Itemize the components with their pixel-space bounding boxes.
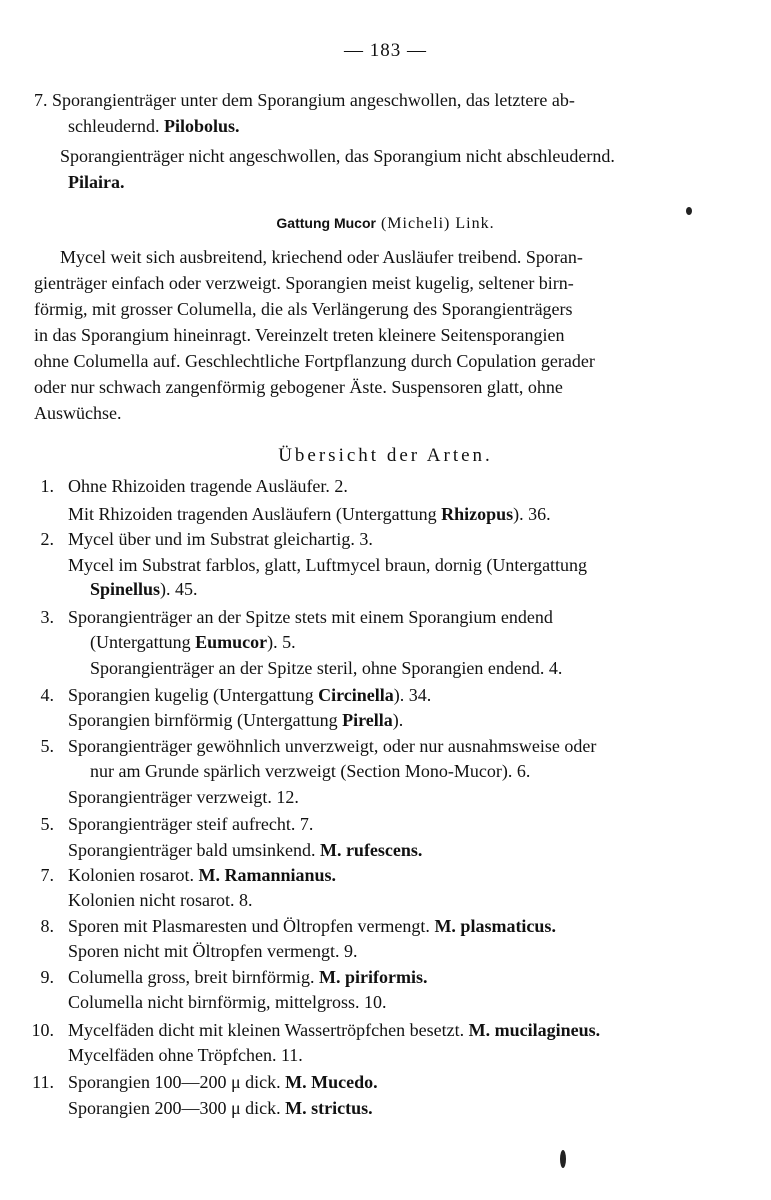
- key-lead: Mycel im Substrat farblos, glatt, Luftmycel braun, dornig (Untergattung: [68, 555, 588, 575]
- taxon-name: Eumucor: [195, 632, 268, 652]
- key-text: Sporangien birnförmig (Untergattung: [68, 710, 343, 730]
- couplet-number: 10.: [31, 1020, 54, 1040]
- description-line: ohne Columella auf. Geschlechtliche Fortpflanzung durch Copulation gerader: [34, 351, 595, 371]
- genus-title: [0, 215, 771, 233]
- couplet-number: 2.: [40, 529, 54, 549]
- key-lead: Sporangienträger verzweigt. 12.: [68, 787, 299, 807]
- description-line: förmig, mit grosser Columella, die als Verlängerung des Sporangienträgers: [34, 299, 573, 319]
- genus-authority: (Micheli) Link.: [375, 215, 495, 232]
- key-text: ). 36.: [513, 504, 551, 524]
- taxon-name: Circinella: [318, 685, 394, 705]
- key-lead: [68, 1070, 378, 1094]
- key-lead: Sporangienträger steif aufrecht. 7.: [68, 814, 314, 834]
- species-name: M. Mucedo.: [285, 1072, 378, 1092]
- key-line: 7. Sporangienträger unter dem Sporangium angeschwollen, das letztere ab-: [34, 90, 575, 110]
- taxon-name: Spinellus: [90, 579, 161, 599]
- couplet-number: 8.: [40, 916, 54, 936]
- key-text: Columella gross, breit birnförmig.: [68, 967, 319, 987]
- key-text: ).: [392, 710, 404, 730]
- key-text: schleudernd.: [68, 116, 164, 136]
- description-line: in das Sporangium hineinragt. Vereinzelt treten kleinere Seitensporangien: [34, 325, 565, 345]
- key-text: Sporangienträger bald umsinkend.: [68, 840, 320, 860]
- description-line: Mycel weit sich ausbreitend, kriechend oder Ausläufer treibend. Sporan-: [60, 247, 583, 267]
- key-line: [68, 114, 768, 138]
- key-text: Kolonien rosarot.: [68, 865, 199, 885]
- key-text: Mycelfäden dicht mit kleinen Wassertröpfchen besetzt.: [68, 1020, 469, 1040]
- key-lead: Ohne Rhizoiden tragende Ausläufer. 2.: [68, 476, 348, 496]
- couplet-number: 9.: [40, 967, 54, 987]
- couplet-number: 1.: [40, 476, 54, 496]
- key-text: Sporen mit Plasmaresten und Öltropfen vermengt.: [68, 916, 435, 936]
- key-lead: [68, 1018, 600, 1042]
- key-lead-continued: [90, 630, 296, 654]
- couplet-number: 3.: [40, 607, 54, 627]
- species-name: M. rufescens.: [319, 840, 423, 860]
- couplet-number: 11.: [32, 1072, 54, 1092]
- key-lead-continued: nur am Grunde spärlich verzweigt (Section Mono-Mucor). 6.: [90, 761, 531, 781]
- key-line: Sporangienträger nicht angeschwollen, das Sporangium nicht abschleudernd.: [60, 146, 615, 166]
- key-lead: Sporangienträger an der Spitze stets mit einem Sporangium endend: [68, 607, 553, 627]
- description-line: Auswüchse.: [34, 403, 122, 423]
- genus-prefix: Gattung Mucor: [276, 215, 376, 231]
- page-number: — 183 —: [344, 40, 427, 61]
- key-text: Sporangien 200—300 μ dick.: [68, 1098, 286, 1118]
- couplet-number: 5.: [40, 814, 54, 834]
- key-lead: Kolonien nicht rosarot. 8.: [68, 890, 253, 910]
- couplet-number: 5.: [40, 736, 54, 756]
- couplet-number: 7.: [40, 865, 54, 885]
- species-name: M. strictus.: [285, 1098, 373, 1118]
- key-lead: [68, 838, 422, 862]
- couplet-number: 4.: [40, 685, 54, 705]
- genus-name: Pilobolus.: [163, 116, 240, 136]
- description-line: oder nur schwach zangenförmig gebogener Äste. Suspensoren glatt, ohne: [34, 377, 563, 397]
- section-title: Übersicht der Arten.: [278, 445, 493, 466]
- genus-name: Pilaira.: [68, 172, 125, 192]
- taxon-name: Rhizopus: [441, 504, 514, 524]
- key-lead-continued: [90, 577, 198, 601]
- key-text: (Untergattung: [90, 632, 196, 652]
- ink-speck: [560, 1150, 566, 1168]
- key-lead: [68, 502, 551, 526]
- key-lead: Sporen nicht mit Öltropfen vermengt. 9.: [68, 941, 358, 961]
- species-name: M. mucilagineus.: [468, 1020, 601, 1040]
- key-text: Sporangien kugelig (Untergattung: [68, 685, 319, 705]
- key-text: ). 5.: [267, 632, 296, 652]
- key-lead: Mycelfäden ohne Tröpfchen. 11.: [68, 1045, 303, 1065]
- key-text: ). 34.: [393, 685, 432, 705]
- key-text: Mit Rhizoiden tragenden Ausläufern (Untergattung: [68, 504, 442, 524]
- species-name: M. Ramannianus.: [198, 865, 337, 885]
- key-lead: [68, 863, 336, 887]
- species-name: M. plasmaticus.: [434, 916, 556, 936]
- key-lead: Mycel über und im Substrat gleichartig. 3.: [68, 529, 373, 549]
- key-lead: Sporangienträger gewöhnlich unverzweigt, oder nur ausnahmsweise oder: [68, 736, 597, 756]
- key-lead: [68, 1096, 373, 1120]
- description-line: gienträger einfach oder verzweigt. Sporangien meist kugelig, seltener birn-: [34, 273, 574, 293]
- key-text: Sporangien 100—200 μ dick.: [68, 1072, 286, 1092]
- ink-speck: [686, 207, 692, 215]
- key-lead: [68, 914, 556, 938]
- key-lead: [68, 708, 403, 732]
- taxon-name: Pirella: [342, 710, 393, 730]
- key-text: ). 45.: [160, 579, 198, 599]
- key-lead: Sporangienträger an der Spitze steril, ohne Sporangien endend. 4.: [90, 658, 563, 678]
- key-lead: [68, 683, 431, 707]
- key-lead: [68, 965, 427, 989]
- species-name: M. piriformis.: [318, 967, 428, 987]
- key-lead: Columella nicht birnförmig, mittelgross. 10.: [68, 992, 387, 1012]
